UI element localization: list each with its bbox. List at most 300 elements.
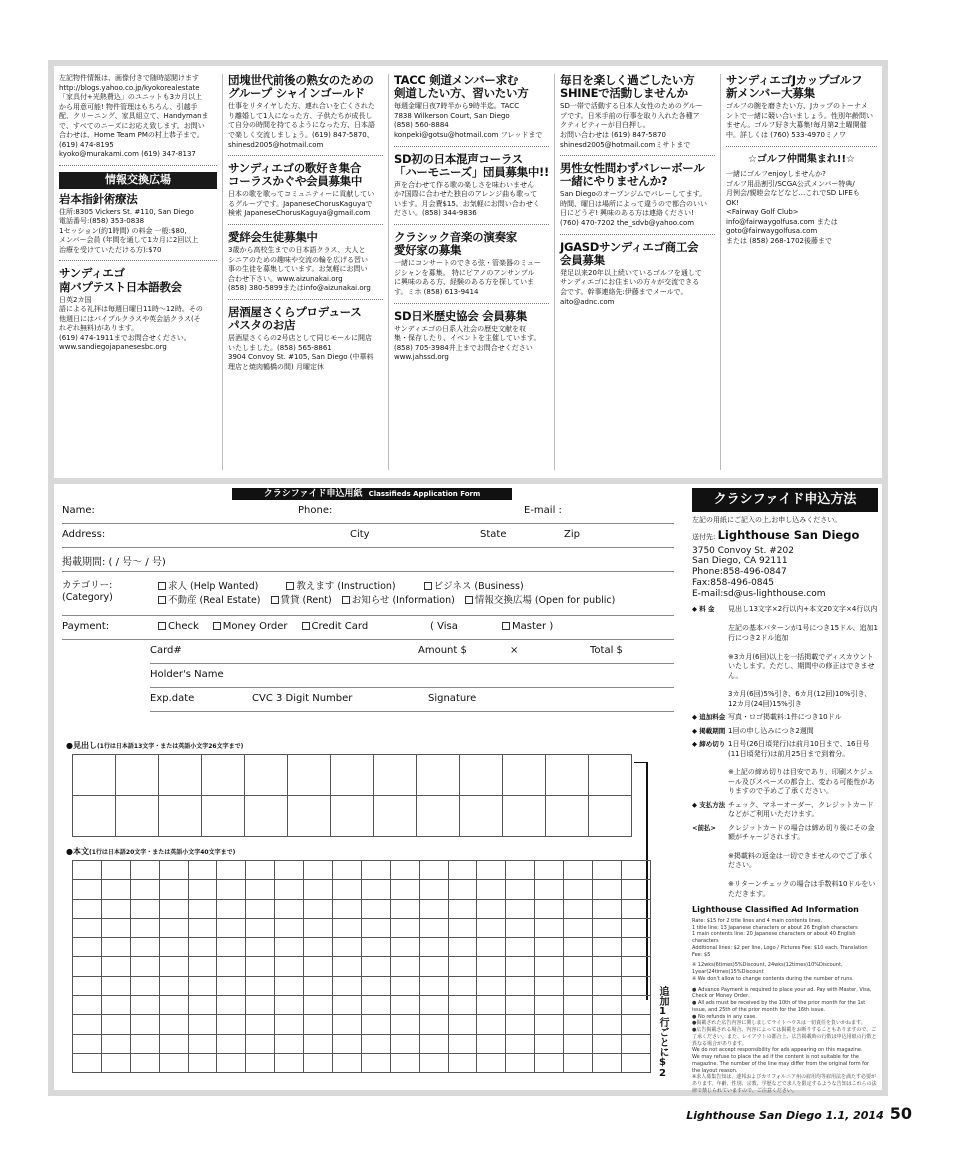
grid-cell[interactable]: [73, 919, 102, 938]
grid-cell[interactable]: [131, 957, 160, 976]
grid-cell[interactable]: [362, 880, 391, 899]
grid-cell[interactable]: [304, 957, 333, 976]
grid-cell[interactable]: [362, 900, 391, 919]
grid-cell[interactable]: [420, 1015, 449, 1034]
grid-cell[interactable]: [189, 900, 218, 919]
grid-cell[interactable]: [449, 1054, 478, 1073]
grid-cell[interactable]: [622, 996, 651, 1015]
checkbox-option[interactable]: [158, 581, 258, 592]
grid-cell[interactable]: [477, 1035, 506, 1054]
grid-cell[interactable]: [245, 796, 288, 837]
grid-cell[interactable]: [535, 957, 564, 976]
grid-cell[interactable]: [593, 900, 622, 919]
grid-cell[interactable]: [391, 919, 420, 938]
grid-cell[interactable]: [73, 861, 102, 880]
master-checkbox[interactable]: [502, 622, 510, 630]
grid-cell[interactable]: [217, 880, 246, 899]
grid-cell[interactable]: [477, 977, 506, 996]
grid-cell[interactable]: [503, 755, 546, 796]
category-label-en: (Category): [62, 592, 113, 603]
grid-cell[interactable]: [189, 1015, 218, 1034]
grid-cell[interactable]: [506, 900, 535, 919]
grid-cell[interactable]: [275, 977, 304, 996]
grid-cell[interactable]: [333, 938, 362, 957]
grid-cell[interactable]: [102, 861, 131, 880]
grid-cell[interactable]: [420, 900, 449, 919]
grid-cell[interactable]: [333, 900, 362, 919]
checkbox[interactable]: [342, 596, 350, 604]
grid-cell[interactable]: [246, 938, 275, 957]
grid-cell[interactable]: [362, 861, 391, 880]
checkbox[interactable]: [286, 582, 294, 590]
grid-cell[interactable]: [564, 957, 593, 976]
grid-cell[interactable]: [288, 755, 331, 796]
grid-cell[interactable]: [589, 796, 632, 837]
howto-item: [692, 801, 878, 820]
grid-cell[interactable]: [593, 938, 622, 957]
grid-cell[interactable]: [374, 755, 417, 796]
grid-cell[interactable]: [535, 938, 564, 957]
grid-cell[interactable]: [202, 796, 245, 837]
grid-cell[interactable]: [73, 900, 102, 919]
checkbox[interactable]: [158, 582, 166, 590]
grid-cell[interactable]: [304, 880, 333, 899]
grid-cell[interactable]: [246, 1015, 275, 1034]
grid-cell[interactable]: [131, 919, 160, 938]
body-label: ●本文: [66, 847, 89, 856]
grid-cell[interactable]: [535, 919, 564, 938]
grid-cell[interactable]: [160, 977, 189, 996]
signature-field[interactable]: Signature: [428, 693, 477, 704]
grid-cell[interactable]: [374, 796, 417, 837]
grid-cell[interactable]: [362, 1015, 391, 1034]
grid-cell[interactable]: [160, 900, 189, 919]
grid-cell[interactable]: [391, 900, 420, 919]
grid-cell[interactable]: [622, 1035, 651, 1054]
grid-cell[interactable]: [564, 1054, 593, 1073]
grid-cell[interactable]: [391, 1035, 420, 1054]
grid-cell[interactable]: [160, 938, 189, 957]
grid-cell[interactable]: [160, 957, 189, 976]
visa-option[interactable]: [430, 621, 458, 632]
checkbox[interactable]: [424, 582, 432, 590]
grid-cell[interactable]: [160, 880, 189, 899]
grid-cell[interactable]: [131, 977, 160, 996]
grid-cell[interactable]: [246, 996, 275, 1015]
grid-cell[interactable]: [506, 1015, 535, 1034]
grid-cell[interactable]: [593, 1015, 622, 1034]
grid-cell[interactable]: [622, 900, 651, 919]
grid-cell[interactable]: [564, 880, 593, 899]
grid-cell[interactable]: [102, 880, 131, 899]
grid-cell[interactable]: [593, 996, 622, 1015]
card-number-field[interactable]: Card#: [150, 645, 182, 656]
grid-cell[interactable]: [420, 919, 449, 938]
grid-cell[interactable]: [564, 861, 593, 880]
grid-cell[interactable]: [189, 1054, 218, 1073]
grid-cell[interactable]: [73, 957, 102, 976]
grid-cell[interactable]: [420, 880, 449, 899]
grid-cell[interactable]: [420, 938, 449, 957]
zip-field[interactable]: Zip: [564, 529, 580, 540]
grid-cell[interactable]: [102, 938, 131, 957]
master-option[interactable]: [502, 621, 553, 632]
grid-cell[interactable]: [275, 996, 304, 1015]
grid-cell[interactable]: [362, 938, 391, 957]
grid-cell[interactable]: [131, 861, 160, 880]
grid-cell[interactable]: [622, 977, 651, 996]
checkbox[interactable]: [302, 622, 310, 630]
grid-cell[interactable]: [391, 861, 420, 880]
grid-cell[interactable]: [217, 861, 246, 880]
grid-cell[interactable]: [506, 1035, 535, 1054]
grid-cell[interactable]: [593, 880, 622, 899]
grid-cell[interactable]: [460, 755, 503, 796]
grid-cell[interactable]: [131, 900, 160, 919]
checkbox-option[interactable]: [342, 595, 455, 606]
grid-cell[interactable]: [102, 900, 131, 919]
grid-cell[interactable]: [564, 977, 593, 996]
additional-line-note: 追加1行ごとに$2: [657, 986, 668, 1079]
grid-cell[interactable]: [275, 880, 304, 899]
grid-cell[interactable]: [506, 919, 535, 938]
grid-cell[interactable]: [116, 755, 159, 796]
grid-cell[interactable]: [391, 957, 420, 976]
grid-cell[interactable]: [73, 755, 116, 796]
grid-cell[interactable]: [564, 900, 593, 919]
grid-cell[interactable]: [246, 1035, 275, 1054]
grid-cell[interactable]: [420, 996, 449, 1015]
grid-cell[interactable]: [131, 938, 160, 957]
grid-cell[interactable]: [593, 1035, 622, 1054]
grid-cell[interactable]: [535, 977, 564, 996]
grid-cell[interactable]: [622, 938, 651, 957]
checkbox-label: 不動産 (Real Estate): [168, 595, 261, 606]
grid-cell[interactable]: [131, 1015, 160, 1034]
grid-cell[interactable]: [73, 796, 116, 837]
grid-cell[interactable]: [189, 880, 218, 899]
grid-cell[interactable]: [362, 977, 391, 996]
grid-cell[interactable]: [362, 1054, 391, 1073]
grid-cell[interactable]: [362, 919, 391, 938]
grid-cell[interactable]: [304, 996, 333, 1015]
grid-cell[interactable]: [391, 880, 420, 899]
grid-cell[interactable]: [593, 919, 622, 938]
grid-cell[interactable]: [131, 1054, 160, 1073]
grid-cell[interactable]: [102, 977, 131, 996]
grid-cell[interactable]: [73, 938, 102, 957]
grid-cell[interactable]: [131, 996, 160, 1015]
grid-cell[interactable]: [449, 900, 478, 919]
ad-title: 男性女性問わずバレーボール 一緒にやりませんか?: [560, 161, 705, 189]
grid-cell[interactable]: [564, 919, 593, 938]
grid-cell[interactable]: [102, 1035, 131, 1054]
checkbox-option[interactable]: [271, 595, 332, 606]
grid-cell[interactable]: [304, 861, 333, 880]
grid-cell[interactable]: [333, 880, 362, 899]
grid-cell[interactable]: [245, 755, 288, 796]
grid-cell[interactable]: [535, 1054, 564, 1073]
grid-cell[interactable]: [217, 938, 246, 957]
grid-cell[interactable]: [246, 861, 275, 880]
grid-cell[interactable]: [189, 1035, 218, 1054]
grid-cell[interactable]: [564, 1015, 593, 1034]
grid-cell[interactable]: [160, 1035, 189, 1054]
grid-cell[interactable]: [275, 1035, 304, 1054]
address-field[interactable]: Address:: [62, 529, 106, 540]
grid-cell[interactable]: [275, 957, 304, 976]
grid-cell[interactable]: [159, 796, 202, 837]
grid-cell[interactable]: [593, 1054, 622, 1073]
checkbox[interactable]: [158, 596, 166, 604]
grid-cell[interactable]: [622, 1054, 651, 1073]
grid-cell[interactable]: [449, 977, 478, 996]
grid-cell[interactable]: [304, 1054, 333, 1073]
grid-cell[interactable]: [275, 1054, 304, 1073]
grid-cell[interactable]: [449, 1035, 478, 1054]
grid-cell[interactable]: [160, 861, 189, 880]
grid-cell[interactable]: [622, 861, 651, 880]
grid-cell[interactable]: [593, 977, 622, 996]
grid-cell[interactable]: [593, 957, 622, 976]
grid-cell[interactable]: [160, 919, 189, 938]
grid-cell[interactable]: [477, 880, 506, 899]
grid-cell[interactable]: [420, 861, 449, 880]
grid-cell[interactable]: [246, 900, 275, 919]
grid-cell[interactable]: [546, 755, 589, 796]
grid-cell[interactable]: [102, 919, 131, 938]
grid-cell[interactable]: [159, 755, 202, 796]
grid-cell[interactable]: [449, 938, 478, 957]
grid-cell[interactable]: [535, 880, 564, 899]
grid-cell[interactable]: [362, 996, 391, 1015]
grid-cell[interactable]: [449, 919, 478, 938]
grid-cell[interactable]: [102, 996, 131, 1015]
checkbox-label: 賃貸 (Rent): [280, 595, 332, 606]
grid-cell[interactable]: [477, 919, 506, 938]
grid-cell[interactable]: [362, 957, 391, 976]
grid-cell[interactable]: [202, 755, 245, 796]
total-field[interactable]: Total $: [590, 645, 623, 656]
grid-cell[interactable]: [477, 938, 506, 957]
grid-cell[interactable]: [622, 919, 651, 938]
exp-date-field[interactable]: Exp.date: [150, 693, 195, 704]
grid-cell[interactable]: [506, 957, 535, 976]
grid-cell[interactable]: [102, 1054, 131, 1073]
grid-cell[interactable]: [246, 919, 275, 938]
grid-cell[interactable]: [477, 861, 506, 880]
checkbox-label: Check: [168, 621, 199, 632]
grid-cell[interactable]: [391, 938, 420, 957]
grid-cell[interactable]: [535, 900, 564, 919]
grid-cell[interactable]: [622, 880, 651, 899]
checkbox[interactable]: [271, 596, 279, 604]
grid-cell[interactable]: [246, 880, 275, 899]
grid-cell[interactable]: [460, 796, 503, 837]
grid-cell[interactable]: [420, 1054, 449, 1073]
grid-cell[interactable]: [506, 977, 535, 996]
checkbox-option[interactable]: [158, 595, 261, 606]
grid-cell[interactable]: [506, 938, 535, 957]
grid-cell[interactable]: [622, 1015, 651, 1034]
grid-cell[interactable]: [275, 900, 304, 919]
grid-cell[interactable]: [333, 861, 362, 880]
grid-cell[interactable]: [304, 938, 333, 957]
grid-cell[interactable]: [160, 1015, 189, 1034]
name-field[interactable]: Name:: [62, 505, 95, 516]
grid-cell[interactable]: [535, 996, 564, 1015]
grid-cell[interactable]: [102, 957, 131, 976]
grid-cell[interactable]: [189, 938, 218, 957]
grid-cell[interactable]: [564, 1035, 593, 1054]
grid-cell[interactable]: [477, 1054, 506, 1073]
grid-cell[interactable]: [506, 880, 535, 899]
grid-cell[interactable]: [331, 755, 374, 796]
grid-cell[interactable]: [189, 996, 218, 1015]
grid-cell[interactable]: [391, 1054, 420, 1073]
grid-cell[interactable]: [333, 1035, 362, 1054]
grid-cell[interactable]: [564, 996, 593, 1015]
grid-cell[interactable]: [160, 1054, 189, 1073]
grid-cell[interactable]: [391, 1015, 420, 1034]
grid-cell[interactable]: [304, 919, 333, 938]
grid-cell[interactable]: [449, 996, 478, 1015]
grid-cell[interactable]: [506, 996, 535, 1015]
grid-cell[interactable]: [564, 938, 593, 957]
checkbox-label: 情報交換広場 (Open for public): [474, 595, 616, 606]
grid-cell[interactable]: [417, 796, 460, 837]
checkbox[interactable]: [465, 596, 473, 604]
checkbox-option[interactable]: [158, 621, 199, 632]
checkbox-option[interactable]: [213, 621, 288, 632]
grid-cell[interactable]: [362, 1035, 391, 1054]
grid-cell[interactable]: [449, 861, 478, 880]
phone-field[interactable]: Phone:: [298, 505, 333, 516]
grid-cell[interactable]: [246, 957, 275, 976]
checkbox-option[interactable]: [286, 581, 395, 592]
grid-cell[interactable]: [102, 1015, 131, 1034]
grid-cell[interactable]: [275, 1015, 304, 1034]
grid-cell[interactable]: [622, 957, 651, 976]
grid-cell[interactable]: [417, 755, 460, 796]
grid-cell[interactable]: [535, 1015, 564, 1034]
grid-cell[interactable]: [304, 1015, 333, 1034]
checkbox[interactable]: [158, 622, 166, 630]
grid-cell[interactable]: [217, 900, 246, 919]
grid-cell[interactable]: [217, 977, 246, 996]
holder-name-field[interactable]: Holder's Name: [150, 669, 224, 680]
classified-ad: [59, 193, 217, 262]
grid-cell[interactable]: [131, 880, 160, 899]
grid-cell[interactable]: [391, 977, 420, 996]
grid-cell[interactable]: [333, 919, 362, 938]
grid-cell[interactable]: [449, 1015, 478, 1034]
grid-cell[interactable]: [246, 977, 275, 996]
grid-cell[interactable]: [275, 938, 304, 957]
grid-cell[interactable]: [246, 1054, 275, 1073]
ad-title: 居酒屋さくらプロデュース パスタのお店: [228, 304, 362, 333]
grid-cell[interactable]: [333, 1015, 362, 1034]
checkbox-option[interactable]: [424, 581, 524, 592]
grid-cell[interactable]: [477, 900, 506, 919]
category-row: [62, 572, 674, 616]
grid-cell[interactable]: [503, 796, 546, 837]
grid-cell[interactable]: [477, 957, 506, 976]
grid-cell[interactable]: [189, 919, 218, 938]
cvc-field[interactable]: CVC 3 Digit Number: [252, 693, 353, 704]
grid-cell[interactable]: [73, 880, 102, 899]
grid-cell[interactable]: [304, 900, 333, 919]
grid-cell[interactable]: [288, 796, 331, 837]
classified-ad: [394, 310, 549, 368]
grid-cell[interactable]: [331, 796, 374, 837]
grid-cell[interactable]: [333, 996, 362, 1015]
grid-cell[interactable]: [477, 1015, 506, 1034]
state-field[interactable]: State: [480, 529, 507, 540]
email-field[interactable]: E-mail :: [524, 505, 562, 516]
grid-cell[interactable]: [333, 1054, 362, 1073]
grid-cell[interactable]: [275, 919, 304, 938]
grid-cell[interactable]: [449, 957, 478, 976]
grid-cell[interactable]: [593, 861, 622, 880]
grid-cell[interactable]: [449, 880, 478, 899]
grid-cell[interactable]: [217, 996, 246, 1015]
checkbox-option[interactable]: [302, 621, 369, 632]
grid-cell[interactable]: [304, 1035, 333, 1054]
period-field[interactable]: 掲載期間: ( / 号〜 / 号): [62, 557, 166, 568]
grid-cell[interactable]: [73, 1035, 102, 1054]
grid-cell[interactable]: [160, 996, 189, 1015]
grid-cell[interactable]: [333, 957, 362, 976]
body-grid[interactable]: [72, 860, 651, 1073]
grid-cell[interactable]: [189, 861, 218, 880]
city-field[interactable]: City: [350, 529, 370, 540]
headline-grid[interactable]: [72, 754, 632, 837]
grid-cell[interactable]: [217, 1015, 246, 1034]
grid-cell[interactable]: [217, 1035, 246, 1054]
grid-cell[interactable]: [217, 957, 246, 976]
grid-cell[interactable]: [420, 977, 449, 996]
grid-cell[interactable]: [333, 977, 362, 996]
grid-cell[interactable]: [275, 861, 304, 880]
grid-cell[interactable]: [304, 977, 333, 996]
grid-cell[interactable]: [217, 1054, 246, 1073]
grid-cell[interactable]: [391, 996, 420, 1015]
grid-cell[interactable]: [116, 796, 159, 837]
grid-cell[interactable]: [420, 957, 449, 976]
amount-field[interactable]: Amount $: [418, 645, 467, 656]
grid-cell[interactable]: [131, 1035, 160, 1054]
headline-note: (1行は日本語13文字・または英語小文字26文字まで): [96, 743, 244, 750]
grid-cell[interactable]: [73, 996, 102, 1015]
grid-cell[interactable]: [217, 919, 246, 938]
grid-cell[interactable]: [535, 1035, 564, 1054]
grid-cell[interactable]: [506, 1054, 535, 1073]
grid-cell[interactable]: [189, 977, 218, 996]
checkbox-option[interactable]: [465, 595, 616, 606]
grid-cell[interactable]: [420, 1035, 449, 1054]
grid-cell[interactable]: [506, 861, 535, 880]
grid-cell[interactable]: [73, 1015, 102, 1034]
grid-cell[interactable]: [546, 796, 589, 837]
checkbox[interactable]: [213, 622, 221, 630]
grid-cell[interactable]: [189, 957, 218, 976]
grid-cell[interactable]: [73, 977, 102, 996]
grid-cell[interactable]: [73, 1054, 102, 1073]
grid-cell[interactable]: [589, 755, 632, 796]
grid-cell[interactable]: [535, 861, 564, 880]
grid-cell[interactable]: [477, 996, 506, 1015]
